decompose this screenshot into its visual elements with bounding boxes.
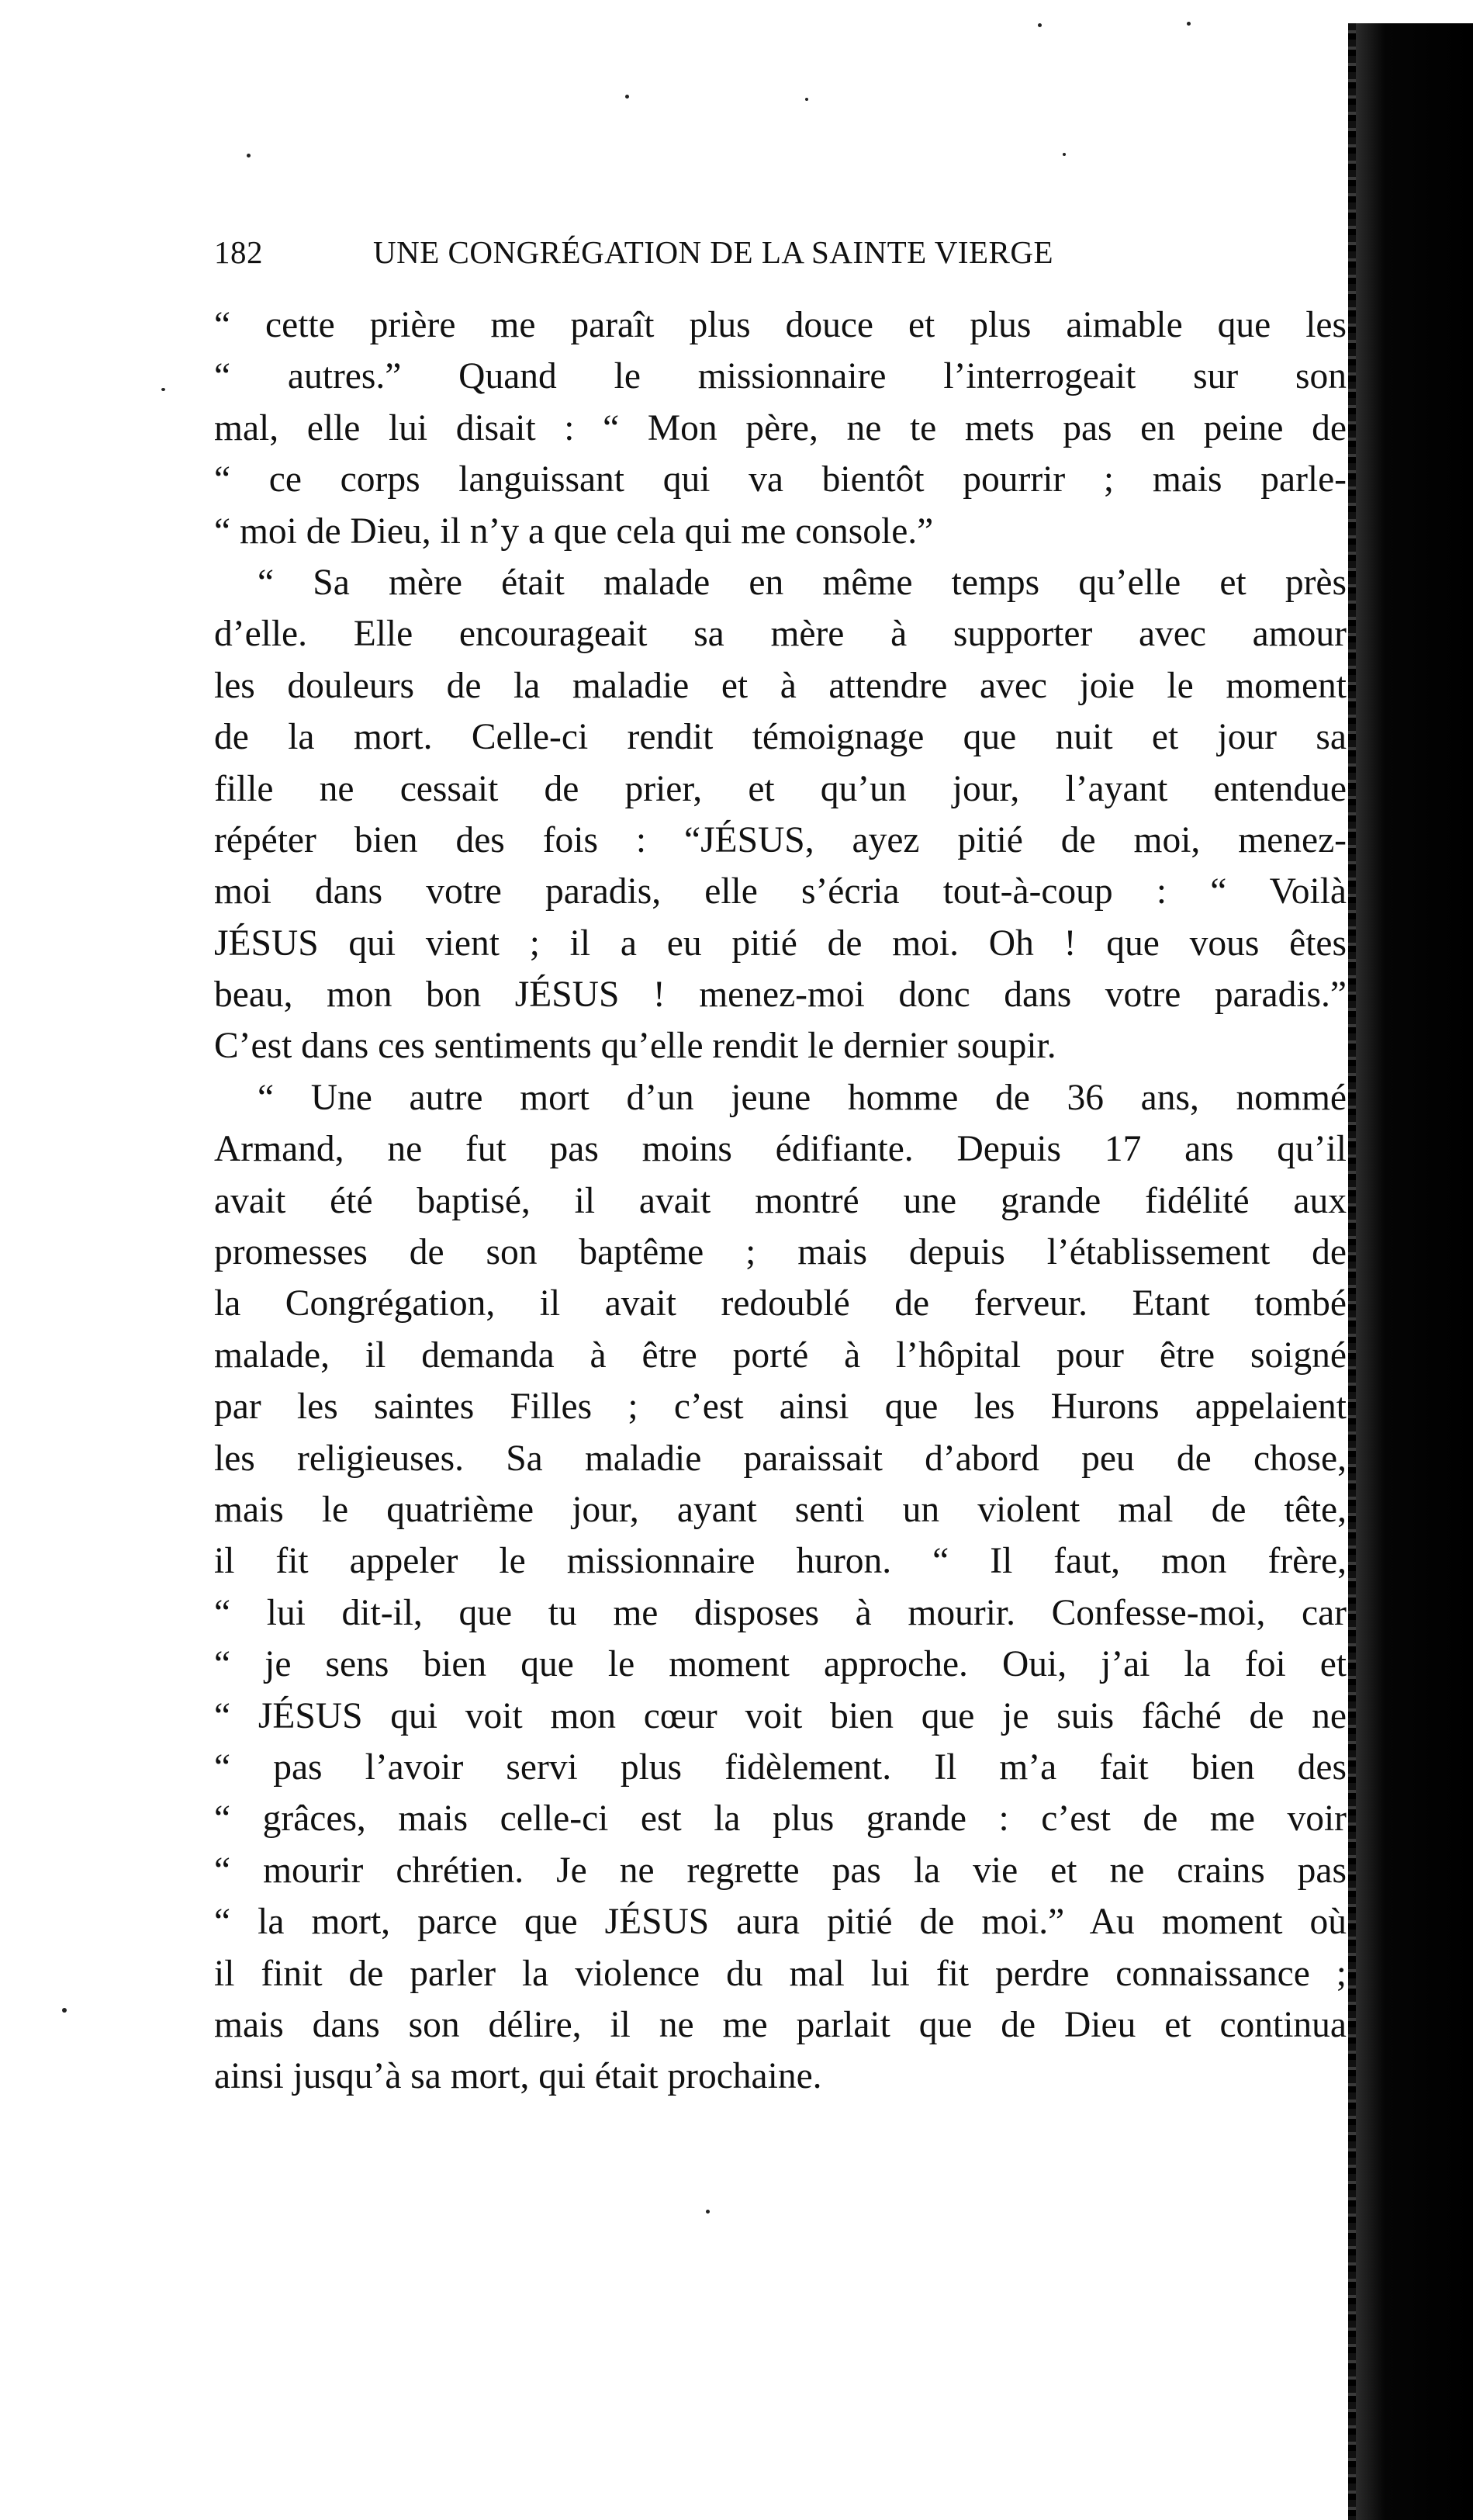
page-number: 182	[214, 234, 263, 270]
text-line: les religieuses. Sa maladie paraissait d’abord peu de chose,	[214, 1438, 1347, 1479]
scan-speck	[1038, 23, 1042, 27]
scan-speck	[706, 2210, 710, 2214]
text-line: “ moi de Dieu, il n’y a que cela qui me console.”	[214, 511, 934, 552]
text-line: “ je sens bien que le moment approche. Oui, j’ai la foi et	[214, 1644, 1347, 1685]
text-line: “ la mort, parce que JÉSUS aura pitié de moi.” Au moment où	[214, 1902, 1347, 1943]
text-line: “ autres.” Quand le missionnaire l’interrogeait sur son	[214, 356, 1347, 397]
text-line: “ mourir chrétien. Je ne regrette pas la vie et ne crains pas	[214, 1850, 1347, 1891]
text-line: promesses de son baptême ; mais depuis l’établissement de	[214, 1232, 1347, 1273]
text-line: “ lui dit-il, que tu me disposes à mourir. Confesse-moi, car	[214, 1592, 1347, 1633]
text-line: fille ne cessait de prier, et qu’un jour, l’ayant entendue	[214, 768, 1347, 809]
scan-speck	[805, 98, 808, 101]
text-line: moi dans votre paradis, elle s’écria tout-à-coup : “ Voilà	[214, 871, 1347, 912]
text-line: C’est dans ces sentiments qu’elle rendit le dernier soupir.	[214, 1026, 1056, 1067]
text-line: “ Une autre mort d’un jeune homme de 36 ans, nommé	[258, 1077, 1347, 1118]
text-line: la Congrégation, il avait redoublé de ferveur. Etant tombé	[214, 1283, 1347, 1324]
text-line: mal, elle lui disait : “ Mon père, ne te mets pas en peine de	[214, 407, 1347, 448]
text-line: répéter bien des fois : “JÉSUS, ayez pitié de moi, menez-	[214, 819, 1347, 860]
text-line: Armand, ne fut pas moins édifiante. Depuis 17 ans qu’il	[214, 1129, 1347, 1170]
text-line: avait été baptisé, il avait montré une grande fidélité aux	[214, 1180, 1347, 1221]
page-header	[214, 225, 1207, 279]
scan-speck	[161, 388, 165, 391]
text-line: mais le quatrième jour, ayant senti un violent mal de tête,	[214, 1489, 1347, 1530]
scan-speck	[1063, 153, 1066, 156]
scan-speck	[62, 2008, 67, 2013]
text-line: il fit appeler le missionnaire huron. “ Il faut, mon frère,	[214, 1541, 1347, 1582]
scan-speck	[1187, 22, 1191, 26]
text-line: malade, il demanda à être porté à l’hôpital pour être soigné	[214, 1334, 1347, 1376]
scan-speck	[247, 154, 251, 158]
body-text	[214, 299, 1347, 2103]
text-line: “ pas l’avoir servi plus fidèlement. Il m’a fait bien des	[214, 1746, 1347, 1788]
scan-edge-shadow	[1356, 23, 1473, 2520]
text-line: “ Sa mère était malade en même temps qu’elle et près	[258, 562, 1347, 603]
text-line: “ grâces, mais celle-ci est la plus grande : c’est de me voir	[214, 1798, 1347, 1840]
text-line: “ JÉSUS qui voit mon cœur voit bien que je suis fâché de ne	[214, 1695, 1347, 1736]
text-line: mais dans son délire, il ne me parlait que de Dieu et continua	[214, 2004, 1347, 2045]
text-line: beau, mon bon JÉSUS ! menez-moi donc dans votre paradis.”	[214, 974, 1347, 1016]
text-line: “ ce corps languissant qui va bientôt pourrir ; mais parle-	[214, 459, 1347, 500]
text-line: “ cette prière me paraît plus douce et plus aimable que les	[214, 305, 1347, 345]
text-line: JÉSUS qui vient ; il a eu pitié de moi. Oh ! que vous êtes	[214, 922, 1347, 964]
running-head: UNE CONGRÉGATION DE LA SAINTE VIERGE	[373, 234, 1054, 270]
text-line: il finit de parler la violence du mal lui fit perdre connaissance ;	[214, 1953, 1347, 1994]
scan-speck	[625, 95, 629, 99]
text-line: par les saintes Filles ; c’est ainsi que les Hurons appelaient	[214, 1386, 1347, 1428]
text-line: ainsi jusqu’à sa mort, qui était prochaine.	[214, 2056, 822, 2097]
text-line: d’elle. Elle encourageait sa mère à supporter avec amour	[214, 614, 1347, 655]
text-line: de la mort. Celle-ci rendit témoignage que nuit et jour sa	[214, 717, 1347, 758]
text-line: les douleurs de la maladie et à attendre avec joie le moment	[214, 665, 1347, 706]
